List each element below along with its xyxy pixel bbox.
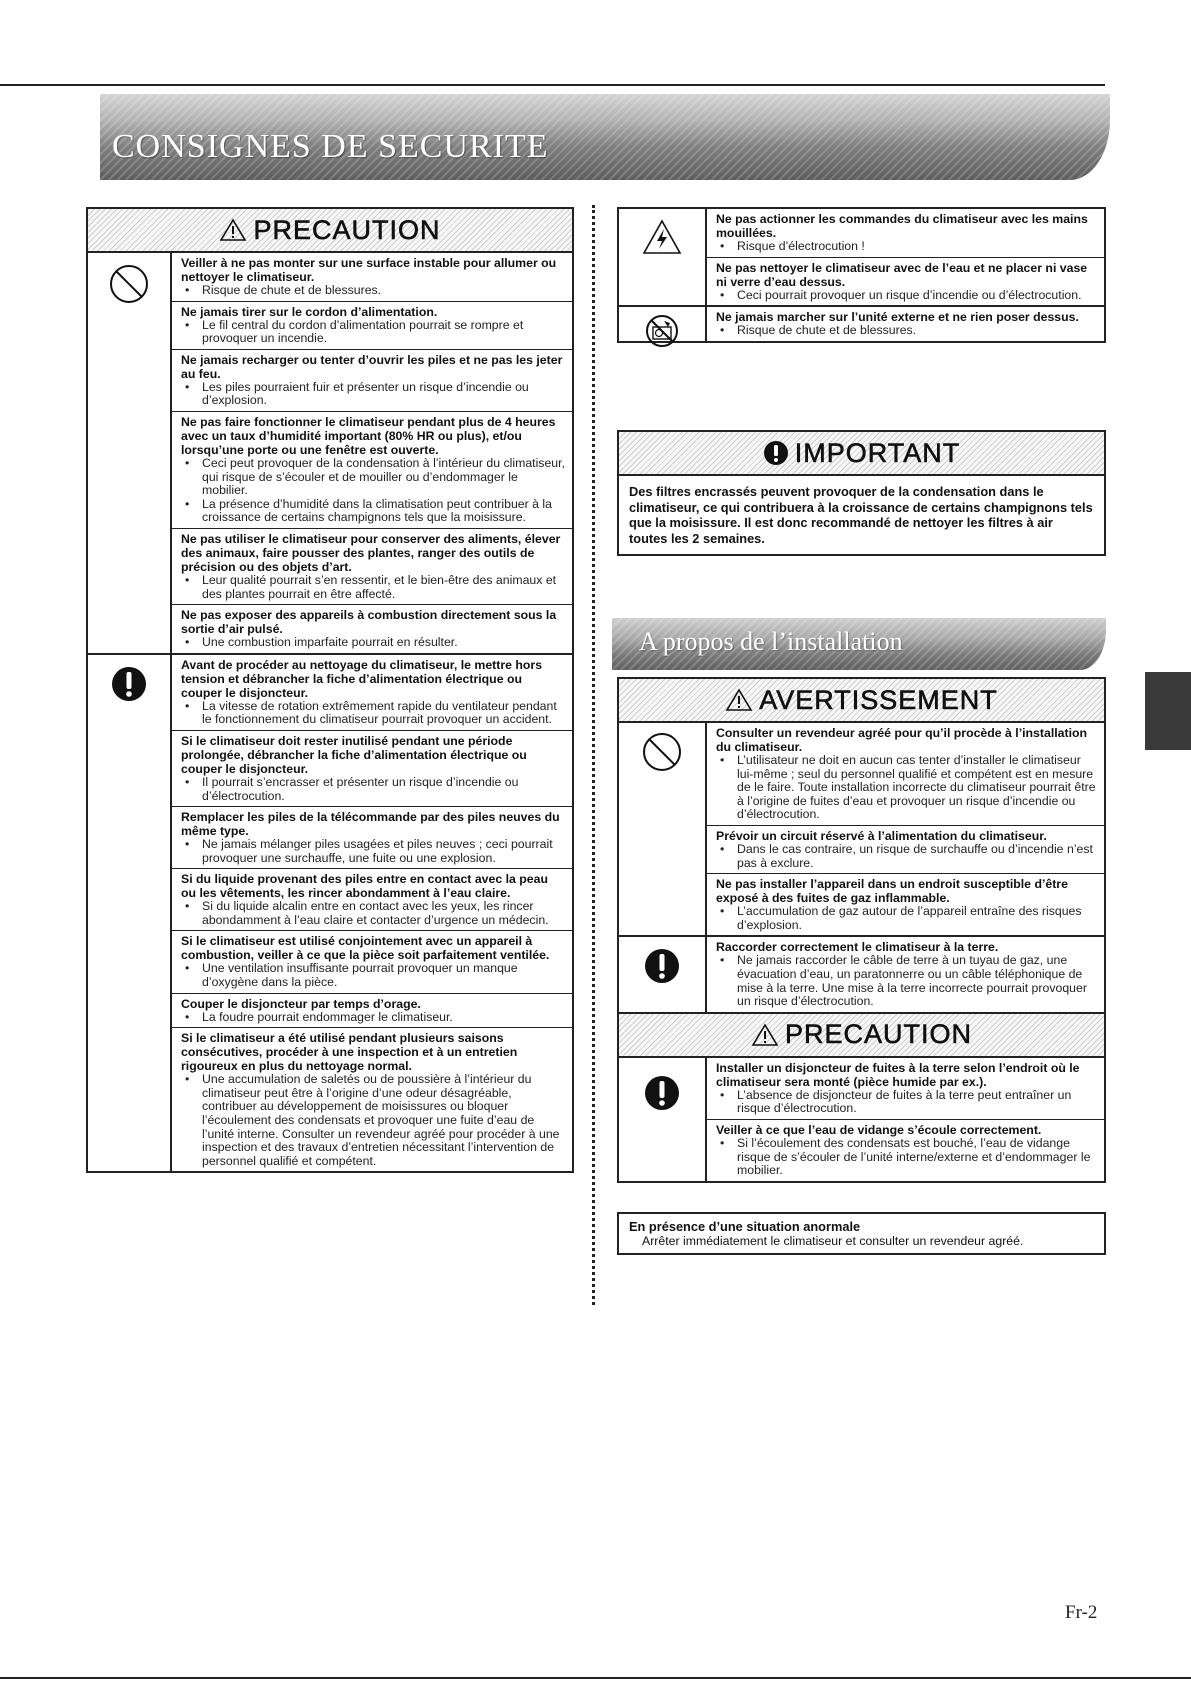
warning-header-label: AVERTISSEMENT [759, 684, 998, 715]
prohibition-icon [108, 263, 150, 305]
warning-triangle-icon [725, 688, 753, 712]
anomaly-title: En présence d’une situation anormale [629, 1219, 861, 1234]
no-stepping-icon [644, 313, 680, 349]
precaution-item: Remplacer les piles de la télécommande par des piles neuves du même type. • Ne jamais mélanger piles usagées et piles neuves ; ceci pourrait provoquer une surchauffe, une fuite ou une explosion. [172, 807, 572, 869]
precaution-header-label: PRECAUTION [253, 214, 441, 245]
precaution-group-mandatory [619, 1058, 1104, 1181]
precaution-item: Installer un disjoncteur de fuites à la terre selon l’endroit où le climatiseur sera monté (pièce humide par ex.). • L’absence de disjoncteur de fuites à la terre peut entraîner un risque d’électrocution. [707, 1058, 1104, 1120]
precaution-item: Ne pas actionner les commandes du climatiseur avec les mains mouillées. • Risque d’électrocution ! [707, 209, 1104, 258]
precaution-header-label: PRECAUTION [784, 1019, 973, 1050]
precaution-item: Si du liquide provenant des piles entre en contact avec la peau ou les vêtements, les rincer abondamment à l’eau claire. • Si du liquide alcalin entre en contact avec les yeux, les rincer abondamment à l’eau claire et contacter d’urgence un médecin. [172, 869, 572, 931]
page-title-banner [100, 94, 1110, 180]
precaution-item: Ne pas nettoyer le climatiseur avec de l’eau et ne placer ni vase ni verre d’eau dessus. • Ceci pourrait provoquer un risque d’incendie ou d’électrocution. [707, 258, 1104, 306]
warning-item: Consulter un revendeur agréé pour qu’il procède à l’installation du climatiseur. • L’utilisateur ne doit en aucun cas tenter d’installer le climatiseur lui-même ; seul du personnel qualifié et compétent est en mesure de le faire. Toute installation incorrecte du climatiseur pourrait être à l’origine de fuites d’eau et provoquer un risque d’incendie ou d’électrocution. [707, 723, 1104, 826]
anomaly-box [617, 1212, 1106, 1255]
right-top-box [617, 207, 1106, 343]
precaution-item: Si le climatiseur est utilisé conjointement avec un appareil à combustion, veiller à ce que la pièce soit parfaitement ventilée. • Une ventilation insuffisante pourrait provoquer un manque d’oxygène dans la pièce. [172, 931, 572, 993]
precaution-group-prohibition [88, 253, 572, 655]
left-precaution-box [86, 207, 574, 1173]
warning-triangle-icon [751, 1023, 779, 1047]
chapter-tab-marker [1145, 672, 1191, 750]
precaution-item: Ne jamais marcher sur l’unité externe et ne rien poser dessus. • Risque de chute et de blessures. [707, 307, 1104, 341]
precaution-item: Veiller à ce que l’eau de vidange s’écoule correctement. • Si l’écoulement des condensats est bouché, l’eau de vidange risque de s’écouler de l’unité interne/externe et d’endommager le mobilier. [707, 1120, 1104, 1181]
warning-item: Raccorder correctement le climatiseur à la terre. • Ne jamais raccorder le câble de terre à un tuyau de gaz, une évacuation d’eau, un paratonnerre ou un câble téléphonique de mise à la terre. Une mise à la terre incorrecte pourrait provoquer un risque d’électrocution. [707, 937, 1104, 1011]
group-electric-shock [619, 209, 1104, 307]
precaution-header [619, 1014, 1104, 1058]
group-no-stepping [619, 307, 1104, 341]
warning-group-mandatory [619, 937, 1104, 1013]
mandatory-action-icon [643, 1074, 681, 1112]
precaution-item: Ne pas exposer des appareils à combustion directement sous la sortie d’air pulsé. • Une combustion imparfaite pourrait en résulter. [172, 605, 572, 653]
prohibition-icon [641, 731, 683, 773]
warning-item: Prévoir un circuit réservé à l’alimentation du climatiseur. • Dans le cas contraire, un risque de surchauffe ou d’incendie n’est pas à exclure. [707, 826, 1104, 874]
top-rule [0, 84, 1105, 86]
anomaly-text: Arrêter immédiatement le climatiseur et consulter un revendeur agréé. [642, 1234, 1024, 1248]
important-header-label: IMPORTANT [794, 437, 961, 468]
bottom-rule [0, 1677, 1191, 1679]
precaution-item: Si le climatiseur a été utilisé pendant plusieurs saisons consécutives, procéder à une inspection et à un entretien rigoureux en plus du nettoyage normal. • Une accumulation de saletés ou de poussière à l’intérieur du climatiseur peut être à l’origine d’une odeur désagréable, contribuer au développement de moisissures ou bloquer l’écoulement des condensats et provoquer une fuite d’eau de l’unité interne. Consulter un revendeur agréé pour procéder à une inspection et des travaux d’entretien nécessitant l’intervention de personnel qualifié et compétent. [172, 1028, 572, 1171]
precaution-item: Couper le disjoncteur par temps d’orage. • La foudre pourrait endommager le climatiseur. [172, 994, 572, 1029]
installation-section-title: A propos de l’installation [639, 627, 903, 656]
precaution-group-mandatory [88, 655, 572, 1172]
precaution-item: Ne jamais recharger ou tenter d’ouvrir les piles et ne pas les jeter au feu. • Les piles pourraient fuir et présenter un risque d’incendie ou d’explosion. [172, 350, 572, 412]
precaution-item: Ne pas utiliser le climatiseur pour conserver des aliments, élever des animaux, faire pousser des plantes, ranger des outils de précision ou des objets d’art. • Leur qualité pourrait s’en ressentir, et le bien-être des animaux et des plantes pourrait en être affecté. [172, 529, 572, 605]
precaution-header [88, 209, 572, 253]
electric-shock-warning-icon [642, 219, 682, 255]
mandatory-action-icon [643, 947, 681, 985]
important-icon [763, 440, 789, 466]
precaution-item: Ne pas faire fonctionner le climatiseur pendant plus de 4 heures avec un taux d’humidité important (80% HR ou plus), et/ou lorsqu’une porte ou une fenêtre est ouverte. • Ceci peut provoquer de la condensation à l’intérieur du climatiseur, qui risque de s’écouler et de mouiller ou d’endommager le mobilier. • La présence d’humidité dans la climatisation peut contribuer à la croissance de certains champignons tels que la moisissure. [172, 412, 572, 529]
important-header [619, 432, 1104, 476]
precaution-item: Ne jamais tirer sur le cordon d’alimentation. • Le fil central du cordon d’alimentation pourrait se rompre et provoquer un incendie. [172, 302, 572, 350]
important-text: Des filtres encrassés peuvent provoquer de la condensation dans le climatiseur, ce qui contribuera à la croissance de certains champignons tels que la moisissure. Il est donc recommandé de nettoyer les filtres à air toutes les 2 semaines. [629, 484, 1093, 546]
warning-triangle-icon [219, 218, 247, 242]
installation-section-banner [612, 618, 1106, 670]
precaution-item: Avant de procéder au nettoyage du climatiseur, le mettre hors tension et débrancher la fiche d’alimentation électrique ou couper le disjoncteur. • La vitesse de rotation extrêmement rapide du ventilateur pendant le fonctionnement du climatiseur pourrait provoquer un accident. [172, 655, 572, 731]
installation-box [617, 677, 1106, 1183]
page-title: CONSIGNES DE SECURITE [112, 128, 549, 165]
column-divider [592, 205, 595, 1305]
warning-header [619, 679, 1104, 723]
precaution-item: Veiller à ne pas monter sur une surface instable pour allumer ou nettoyer le climatiseur. • Risque de chute et de blessures. [172, 253, 572, 302]
warning-group-prohibition [619, 723, 1104, 937]
precaution-item: Si le climatiseur doit rester inutilisé pendant une période prolongée, débrancher la fiche d’alimentation électrique ou couper le disjoncteur. • Il pourrait s’encrasser et présenter un risque d’incendie ou d’électrocution. [172, 731, 572, 807]
page-number: Fr-2 [1065, 1602, 1098, 1623]
warning-item: Ne pas installer l’appareil dans un endroit susceptible d’être exposé à des fuites de gaz inflammable. • L’accumulation de gaz autour de l’appareil entraîne des risques d’explosion. [707, 874, 1104, 935]
important-box [617, 430, 1106, 556]
mandatory-action-icon [110, 665, 148, 703]
